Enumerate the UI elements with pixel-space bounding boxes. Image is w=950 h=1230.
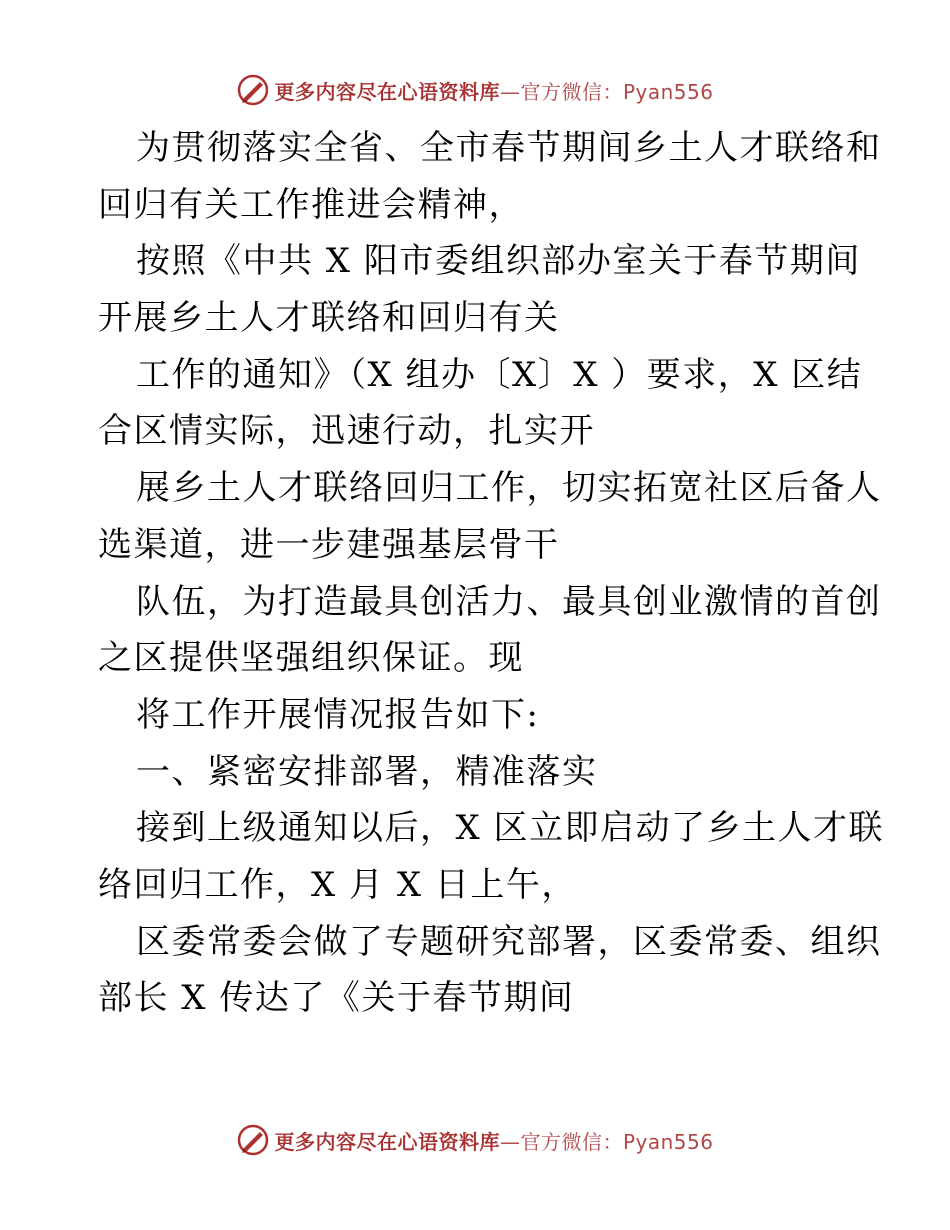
footer-watermark <box>0 1120 950 1160</box>
text-line: 队伍，为打造最具创活力、最具创业激情的首创 <box>136 581 882 622</box>
watermark-wechat: 官方微信：Pyan556 <box>520 79 714 104</box>
section-heading: 一、紧密安排部署，精准落实 <box>136 751 598 792</box>
text-line: 展乡土人才联络回归工作，切实拓宽社区后备人 <box>136 468 882 509</box>
text-line: 开展乡土人才联络和回归有关 <box>98 298 560 339</box>
watermark-brand: 更多内容尽在心语资料库 <box>274 79 500 104</box>
text-line: 合区情实际，迅速行动，扎实开 <box>98 411 595 452</box>
header-watermark <box>0 70 950 110</box>
watermark-brand: 更多内容尽在心语资料库 <box>274 1129 500 1154</box>
text-line: 按照《中共 X 阳市委组织部办室关于春节期间 <box>136 241 861 282</box>
watermark-text <box>274 76 713 105</box>
text-line: 选渠道，进一步建强基层骨干 <box>98 524 560 565</box>
watermark-wechat: 官方微信：Pyan556 <box>520 1129 714 1154</box>
text-line: 回归有关工作推进会精神， <box>98 184 524 225</box>
text-line: 部长 X 传达了《关于春节期间 <box>98 978 575 1019</box>
watermark-text <box>274 1126 713 1155</box>
pen-logo-icon <box>236 73 270 107</box>
text-line: 接到上级通知以后，X 区立即启动了乡土人才联 <box>136 808 885 849</box>
text-line: 区委常委会做了专题研究部署，区委常委、组织 <box>136 921 882 962</box>
text-line: 工作的通知》（X 组办〔X〕X ）要求，X 区结 <box>136 354 863 395</box>
text-line: 为贯彻落实全省、全市春节期间乡土人才联络和 <box>136 128 882 168</box>
text-line: 之区提供坚强组织保证。现 <box>98 638 524 679</box>
text-line: 将工作开展情况报告如下: <box>136 694 540 735</box>
watermark-dash: — <box>499 79 521 104</box>
watermark-dash: — <box>499 1129 521 1154</box>
pen-logo-icon <box>236 1123 270 1157</box>
text-line: 络回归工作，X 月 X 日上午， <box>98 864 577 905</box>
document-body <box>98 123 885 1030</box>
